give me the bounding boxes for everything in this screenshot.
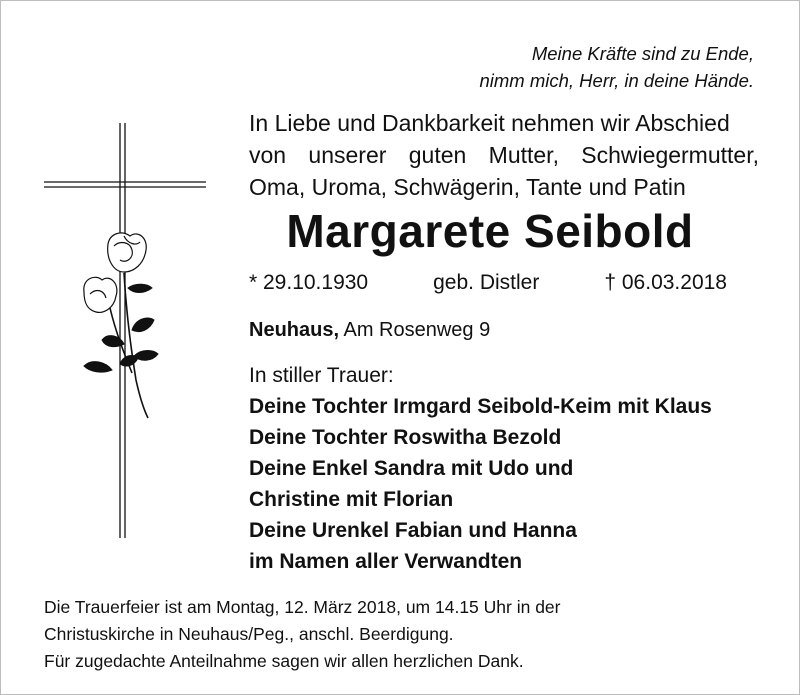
mourner-line: Deine Enkel Sandra mit Udo und	[249, 457, 574, 480]
maiden-name: geb. Distler	[433, 271, 540, 294]
mourner-line: Deine Tochter Roswitha Bezold	[249, 426, 562, 449]
mourner-line: Deine Urenkel Fabian und Hanna	[249, 519, 577, 542]
footer-line: Christuskirche in Neuhaus/Peg., anschl. Beerdigung.	[44, 624, 454, 644]
life-dates	[249, 268, 727, 298]
poem-line: Meine Kräfte sind zu Ende,	[531, 43, 754, 64]
footer-line: Für zugedachte Anteilnahme sagen wir allen herzlichen Dank.	[44, 651, 524, 671]
poem-line: nimm mich, Herr, in deine Hände.	[479, 70, 754, 91]
cross-with-rose-icon	[40, 118, 210, 548]
mourner-line: Christine mit Florian	[249, 488, 454, 511]
address	[249, 315, 490, 345]
footer-line: Die Trauerfeier ist am Montag, 12. März 2018, um 14.15 Uhr in der	[44, 597, 561, 617]
mourning-intro: In stiller Trauer:	[249, 364, 394, 387]
intro-line: von unserer guten Mutter, Schwiegermutter,	[249, 142, 759, 168]
intro-line: Oma, Uroma, Schwägerin, Tante und Patin	[249, 174, 686, 200]
birth-date: * 29.10.1930	[249, 271, 369, 294]
intro-line: In Liebe und Dankbarkeit nehmen wir Abschied	[249, 110, 730, 136]
intro-text	[249, 107, 759, 203]
address-town: Neuhaus,	[249, 319, 340, 341]
mourner-line: Deine Tochter Irmgard Seibold-Keim mit Klaus	[249, 395, 712, 418]
death-date: † 06.03.2018	[604, 271, 727, 294]
deceased-name: Margarete Seibold	[286, 205, 694, 257]
mourner-line: im Namen aller Verwandten	[249, 550, 523, 573]
mourners-list	[249, 391, 712, 577]
funeral-info	[44, 594, 561, 675]
poem-verse	[414, 40, 754, 94]
address-street: Am Rosenweg 9	[343, 319, 491, 341]
